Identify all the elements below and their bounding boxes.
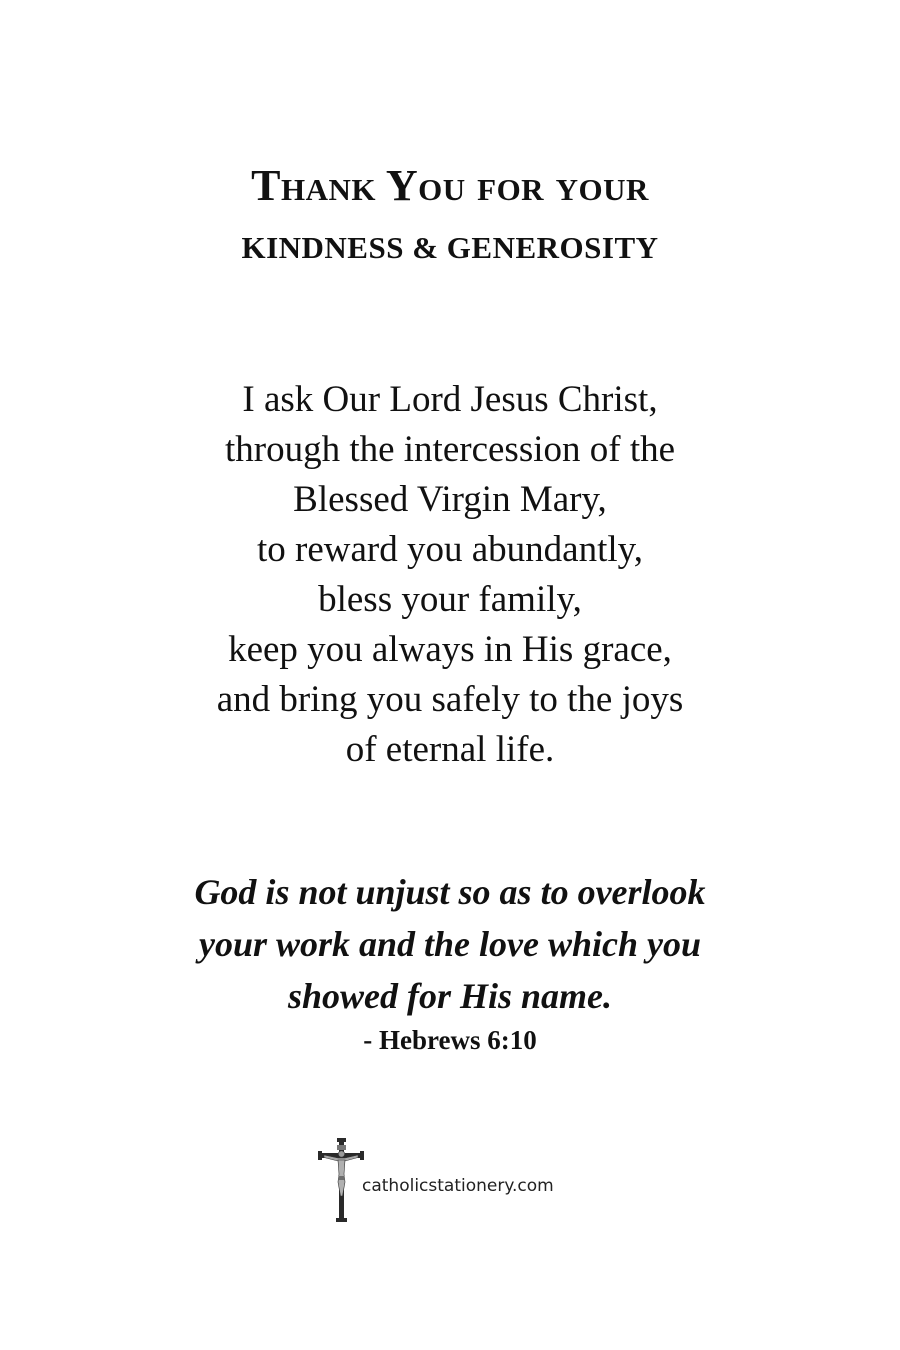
prayer-line: bless your family, — [318, 579, 582, 620]
prayer-line: Blessed Virgin Mary, — [293, 479, 607, 520]
verse-line: God is not unjust so as to overlook — [194, 872, 706, 912]
prayer-line: through the intercession of the — [224, 429, 676, 470]
prayer-line: of eternal life. — [345, 729, 555, 770]
prayer-line: keep you always in His grace, — [228, 629, 672, 670]
heading-subtitle: KINDNESS & GENEROSITY — [241, 230, 659, 265]
prayer-line: to reward you abundantly, — [257, 529, 643, 570]
heading-title: Thank You for your — [251, 161, 649, 210]
prayer-text — [150, 375, 750, 775]
verse-line: showed for His name. — [287, 976, 613, 1016]
scripture-citation: - Hebrews 6:10 — [363, 1025, 537, 1055]
scripture-quote — [120, 866, 780, 1022]
footer-logo — [318, 1138, 598, 1222]
website-url: catholicstationery.com — [362, 1176, 554, 1196]
verse-line: your work and the love which you — [198, 924, 702, 964]
prayer-line: and bring you safely to the joys — [216, 679, 684, 720]
crucifix-icon — [318, 1138, 364, 1222]
prayer-line: I ask Our Lord Jesus Christ, — [242, 379, 658, 420]
